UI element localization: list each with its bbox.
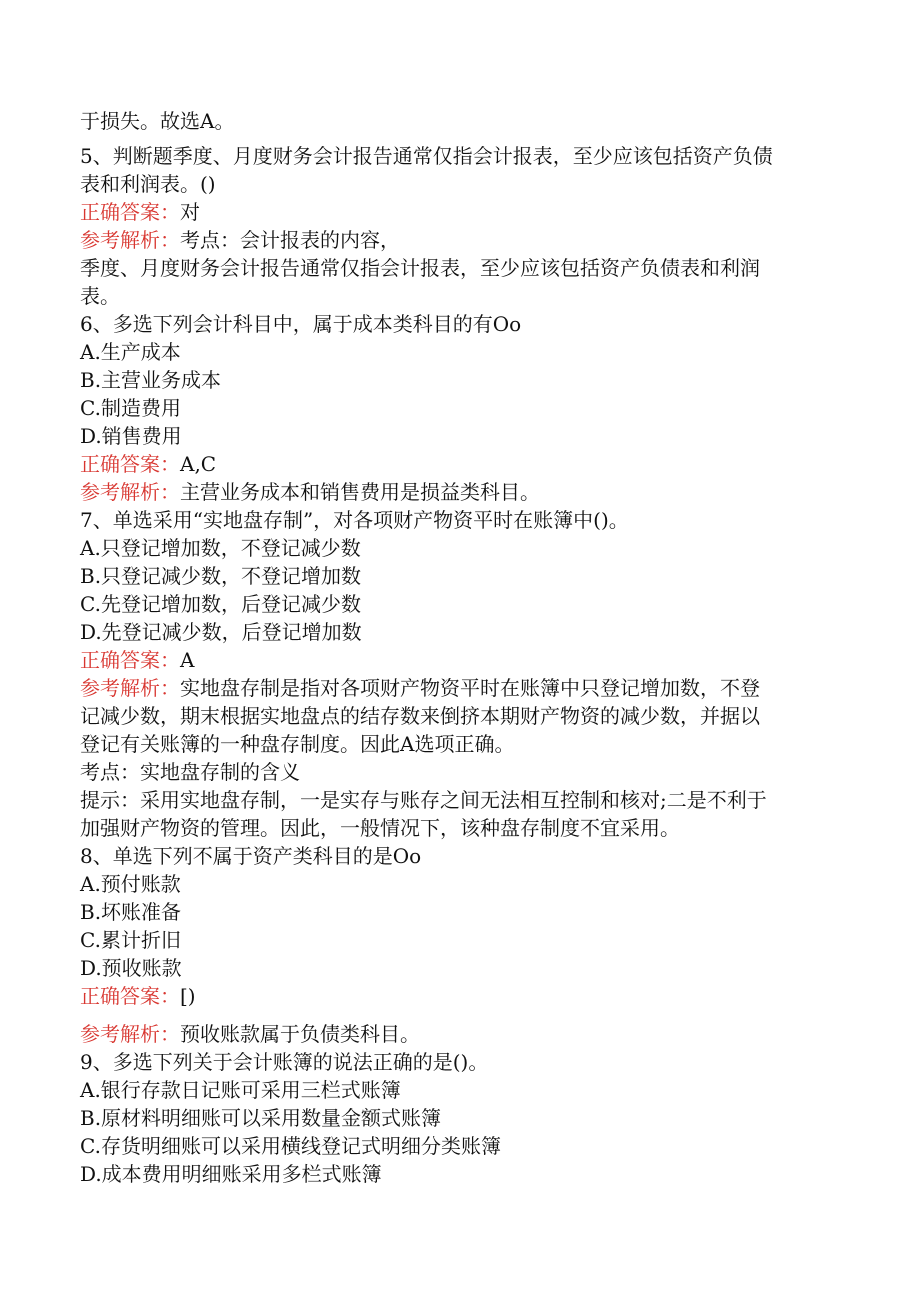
explanation-text: 实地盘存制是指对各项财产物资平时在账簿中只登记增加数，不登 xyxy=(180,676,760,700)
option-b: B.坏账准备 xyxy=(80,900,182,924)
option-b: B.只登记减少数，不登记增加数 xyxy=(80,564,362,588)
answer-label: 正确答案： xyxy=(80,200,180,224)
explanation-text: 考点：会计报表的内容， xyxy=(180,228,400,252)
option-c: C.存货明细账可以采用横线登记式明细分类账簿 xyxy=(80,1134,501,1158)
option-d: D.预收账款 xyxy=(80,956,182,980)
option-a: A.只登记增加数，不登记减少数 xyxy=(80,536,361,560)
option-c: C.先登记增加数，后登记减少数 xyxy=(80,592,361,616)
question-9-text: 9、多选下列关于会计账簿的说法正确的是()。 xyxy=(80,1050,489,1074)
explanation-line xyxy=(80,1021,420,1048)
answer-label: 正确答案： xyxy=(80,648,180,672)
text-line: 季度、月度财务会计报告通常仅指会计报表，至少应该包括资产负债表和利润 xyxy=(80,256,760,280)
text-line: 表。 xyxy=(80,284,120,308)
text-line: 加强财产物资的管理。因此，一般情况下，该种盘存制度不宜采用。 xyxy=(80,816,680,840)
text-line: 登记有关账簿的一种盘存制度。因此A选项正确。 xyxy=(80,732,515,756)
explanation-label: 参考解析： xyxy=(80,1022,180,1046)
text-line: 记减少数，期末根据实地盘点的结存数来倒挤本期财产物资的减少数，并据以 xyxy=(80,704,760,728)
explanation-line xyxy=(80,479,540,506)
text-line: 表和利润表。() xyxy=(80,172,216,196)
question-8-text: 8、单选下列不属于资产类科目的是Oo xyxy=(80,844,422,868)
key-point-line: 考点：实地盘存制的含义 xyxy=(80,760,300,784)
option-d: D.先登记减少数，后登记增加数 xyxy=(80,620,362,644)
explanation-line xyxy=(80,227,400,254)
option-c: C.累计折旧 xyxy=(80,928,181,952)
option-a: A.预付账款 xyxy=(80,872,181,896)
answer-label: 正确答案： xyxy=(80,452,180,476)
explanation-line xyxy=(80,675,760,702)
option-a: A.生产成本 xyxy=(80,340,181,364)
option-d: D.销售费用 xyxy=(80,424,182,448)
answer-line xyxy=(80,451,216,478)
option-b: B.原材料明细账可以采用数量金额式账簿 xyxy=(80,1106,442,1130)
option-d: D.成本费用明细账采用多栏式账簿 xyxy=(80,1162,382,1186)
answer-value: 对 xyxy=(180,200,200,224)
option-c: C.制造费用 xyxy=(80,396,181,420)
answer-line xyxy=(80,647,194,674)
question-7-text: 7、单选采用“实地盘存制”，对各项财产物资平时在账簿中()。 xyxy=(80,508,629,532)
explanation-label: 参考解析： xyxy=(80,480,180,504)
answer-line xyxy=(80,983,196,1010)
answer-value: [) xyxy=(180,984,196,1008)
question-6-text: 6、多选下列会计科目中，属于成本类科目的有Oo xyxy=(80,312,522,336)
answer-value: A,C xyxy=(180,452,217,476)
answer-value: A xyxy=(180,648,195,672)
explanation-text: 主营业务成本和销售费用是损益类科目。 xyxy=(180,480,540,504)
text-line: 于损失。故选A。 xyxy=(80,109,235,133)
explanation-text: 预收账款属于负债类科目。 xyxy=(180,1022,420,1046)
explanation-label: 参考解析： xyxy=(80,228,180,252)
option-b: B.主营业务成本 xyxy=(80,368,222,392)
explanation-label: 参考解析： xyxy=(80,676,180,700)
answer-line xyxy=(80,199,200,226)
answer-label: 正确答案： xyxy=(80,984,180,1008)
hint-line: 提示：采用实地盘存制，一是实存与账存之间无法相互控制和核对;二是不利于 xyxy=(80,788,767,812)
option-a: A.银行存款日记账可采用三栏式账簿 xyxy=(80,1078,401,1102)
question-5-text: 5、判断题季度、月度财务会计报告通常仅指会计报表，至少应该包括资产负债 xyxy=(80,144,773,168)
